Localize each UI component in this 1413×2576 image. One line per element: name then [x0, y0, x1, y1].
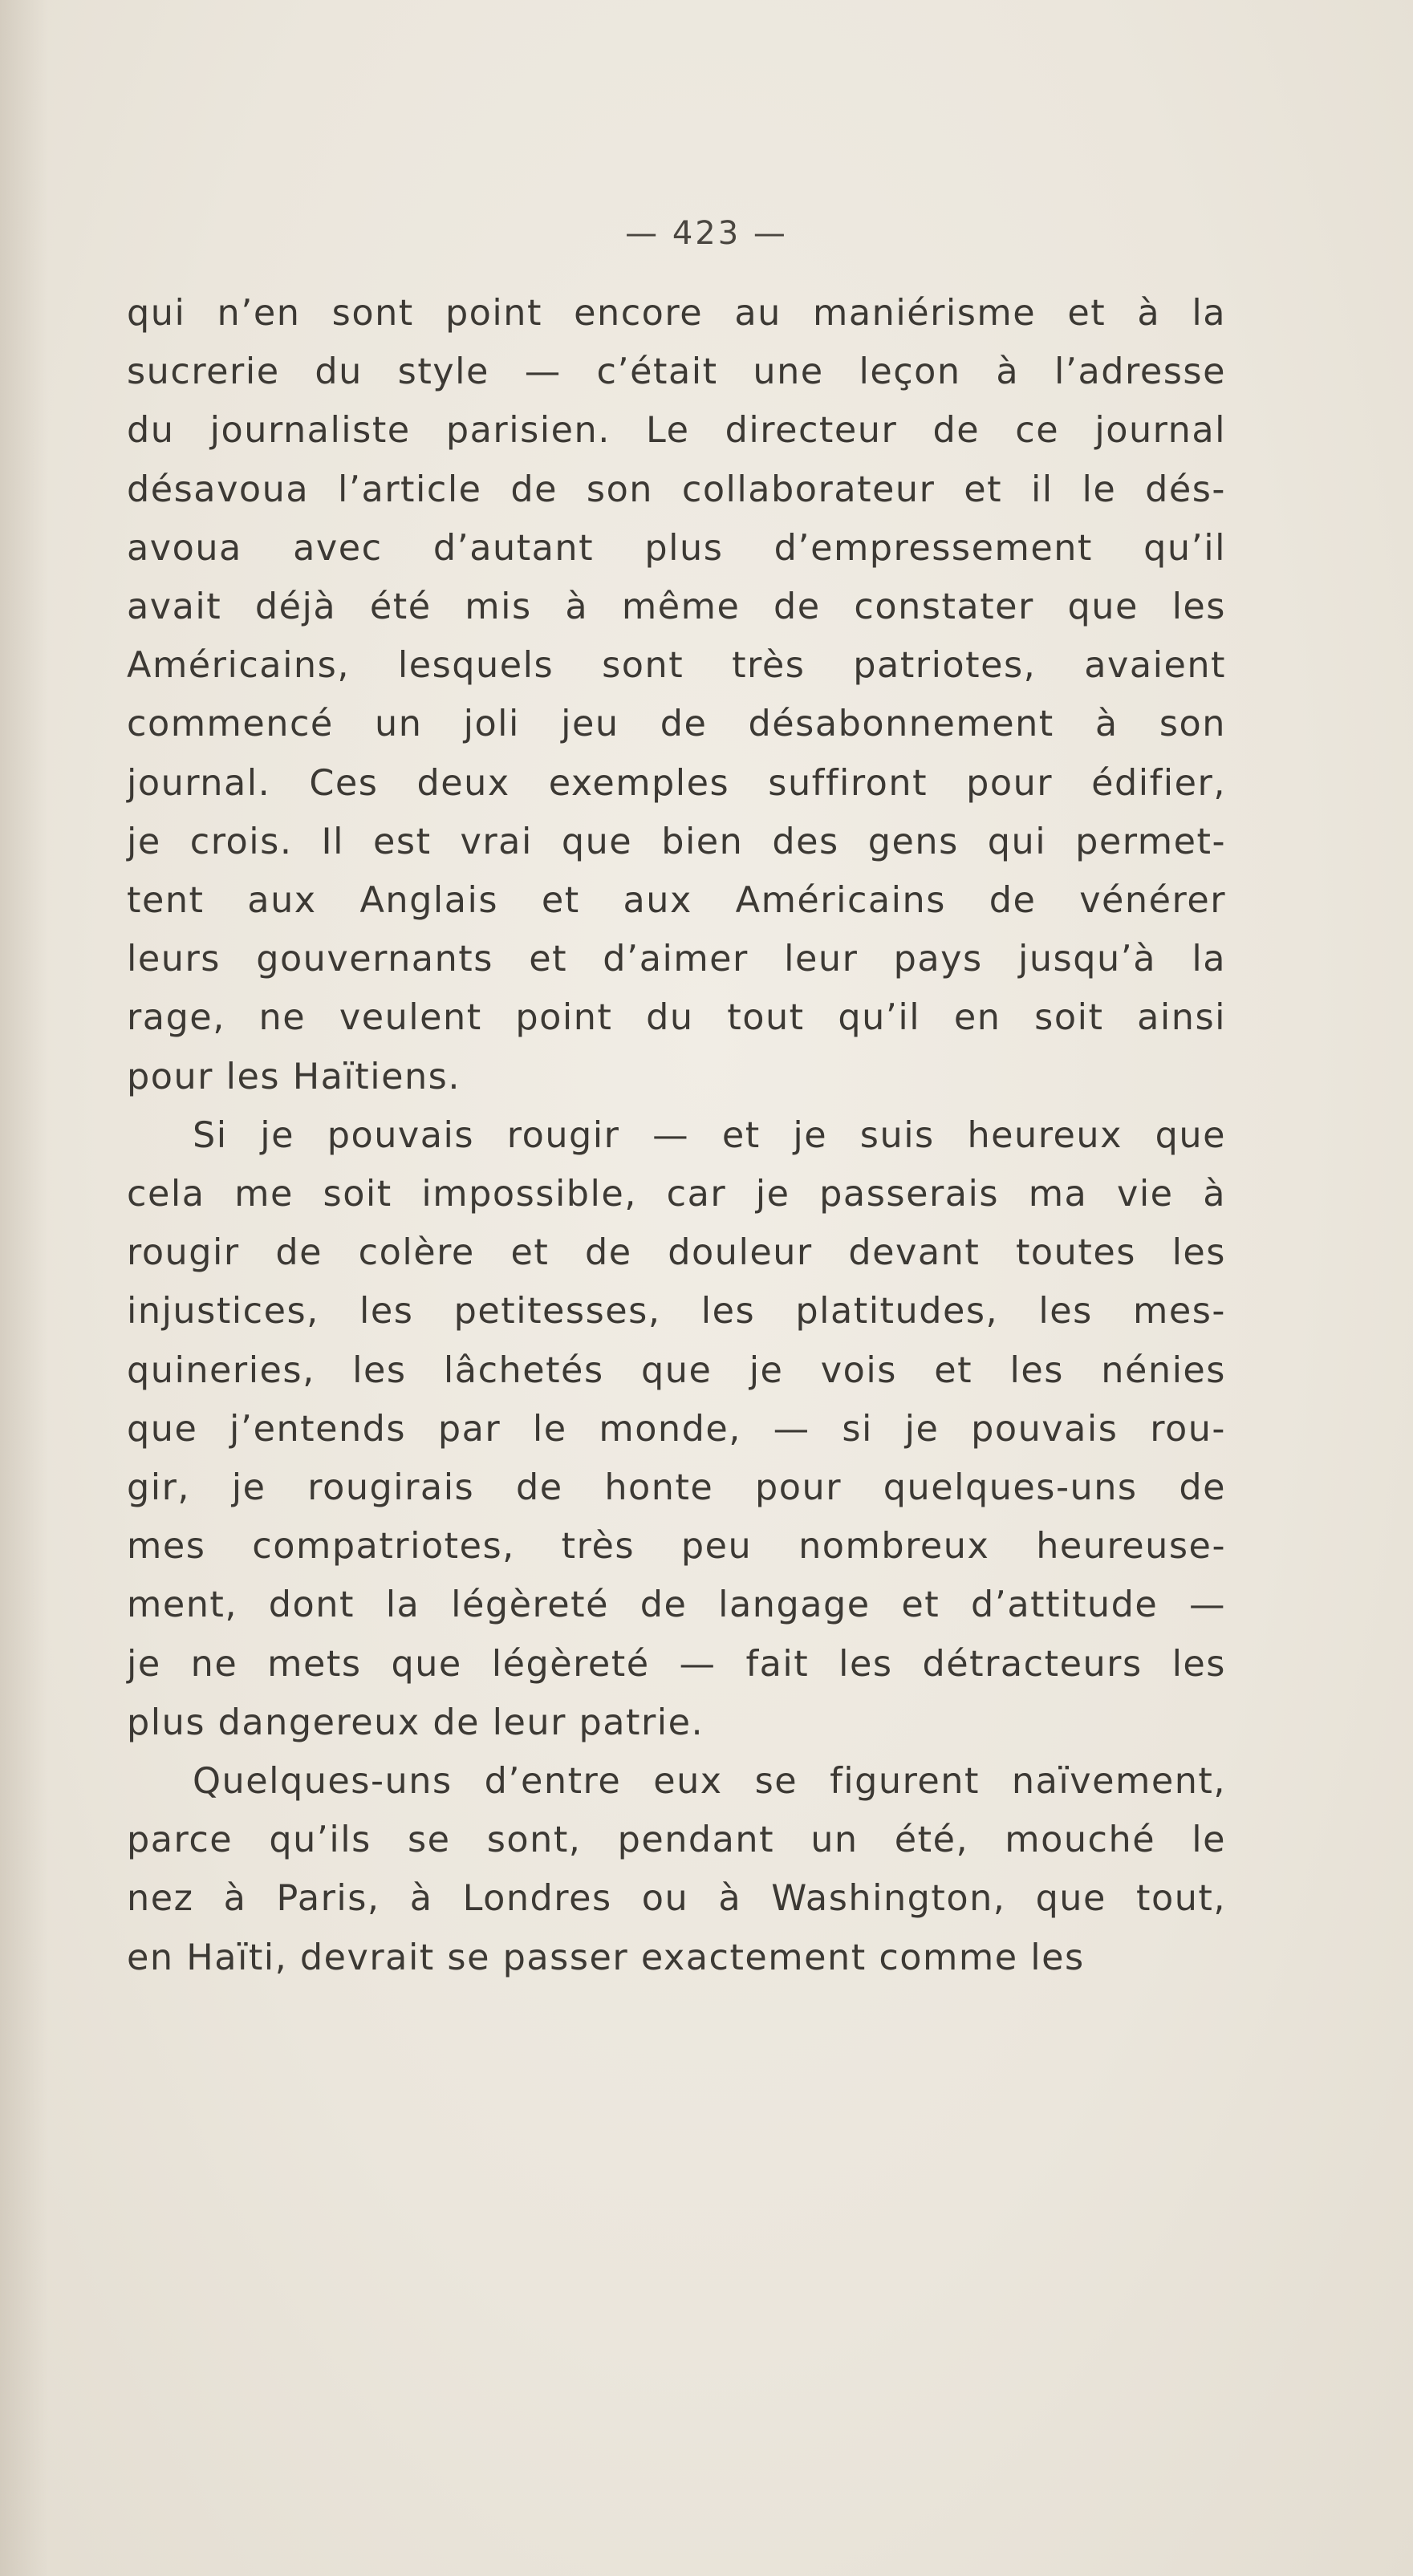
- text-line: Si je pouvais rougir — et je suis heureux que: [193, 1114, 1226, 1156]
- text-line: je ne mets que légèreté — fait les détracteurs les: [127, 1643, 1226, 1685]
- text-line: injustices, les petitesses, les platitudes, les mes-: [127, 1291, 1226, 1333]
- text-line: pour les Haïtiens.: [127, 1056, 461, 1097]
- text-line: mes compatriotes, très peu nombreux heureuse-: [127, 1526, 1226, 1568]
- text-line: qui n’en sont point encore au maniérisme et à la: [127, 293, 1226, 334]
- text-line: commencé un joli jeu de désabonnement à son: [127, 704, 1226, 745]
- text-line: Quelques-uns d’entre eux se figurent naïvement,: [193, 1761, 1226, 1803]
- text-line: que j’entends par le monde, — si je pouvais rou-: [127, 1408, 1226, 1450]
- text-line: sucrerie du style — c’était une leçon à l’adresse: [127, 351, 1226, 393]
- paragraph: [127, 1752, 1226, 1987]
- text-line: cela me soit impossible, car je passerais ma vie à: [127, 1174, 1226, 1215]
- text-line: en Haïti, devrait se passer exactement comme les: [127, 1937, 1085, 1978]
- text-line: désavoua l’article de son collaborateur et il le dés-: [127, 469, 1226, 510]
- page-number: — 423 —: [625, 215, 788, 252]
- paragraph: [127, 1106, 1226, 1752]
- text-line: du journaliste parisien. Le directeur de ce journal: [127, 410, 1226, 452]
- text-line: parce qu’ils se sont, pendant un été, mouché le: [127, 1819, 1226, 1861]
- text-line: rage, ne veulent point du tout qu’il en soit ainsi: [127, 997, 1226, 1039]
- text-line: plus dangereux de leur patrie.: [127, 1702, 704, 1743]
- page-gutter-shadow: [0, 0, 48, 2576]
- text-line: quineries, les lâchetés que je vois et les nénies: [127, 1349, 1226, 1391]
- text-line: nez à Paris, à Londres ou à Washington, que tout,: [127, 1878, 1226, 1920]
- text-line: gir, je rougirais de honte pour quelques-uns de: [127, 1467, 1226, 1509]
- body-text: [127, 284, 1226, 1987]
- text-line: ment, dont la légèreté de langage et d’attitude —: [127, 1584, 1226, 1626]
- text-line: journal. Ces deux exemples suffiront pour édifier,: [127, 762, 1226, 804]
- text-line: avoua avec d’autant plus d’empressement qu’il: [127, 527, 1226, 569]
- paragraph: [127, 284, 1226, 1106]
- text-line: je crois. Il est vrai que bien des gens qui permet-: [127, 821, 1226, 862]
- text-line: Américains, lesquels sont très patriotes, avaient: [127, 645, 1226, 687]
- text-line: avait déjà été mis à même de constater que les: [127, 586, 1226, 628]
- text-line: rougir de colère et de douleur devant toutes les: [127, 1232, 1226, 1274]
- text-line: tent aux Anglais et aux Américains de vénérer: [127, 880, 1226, 922]
- text-line: leurs gouvernants et d’aimer leur pays jusqu’à la: [127, 939, 1226, 980]
